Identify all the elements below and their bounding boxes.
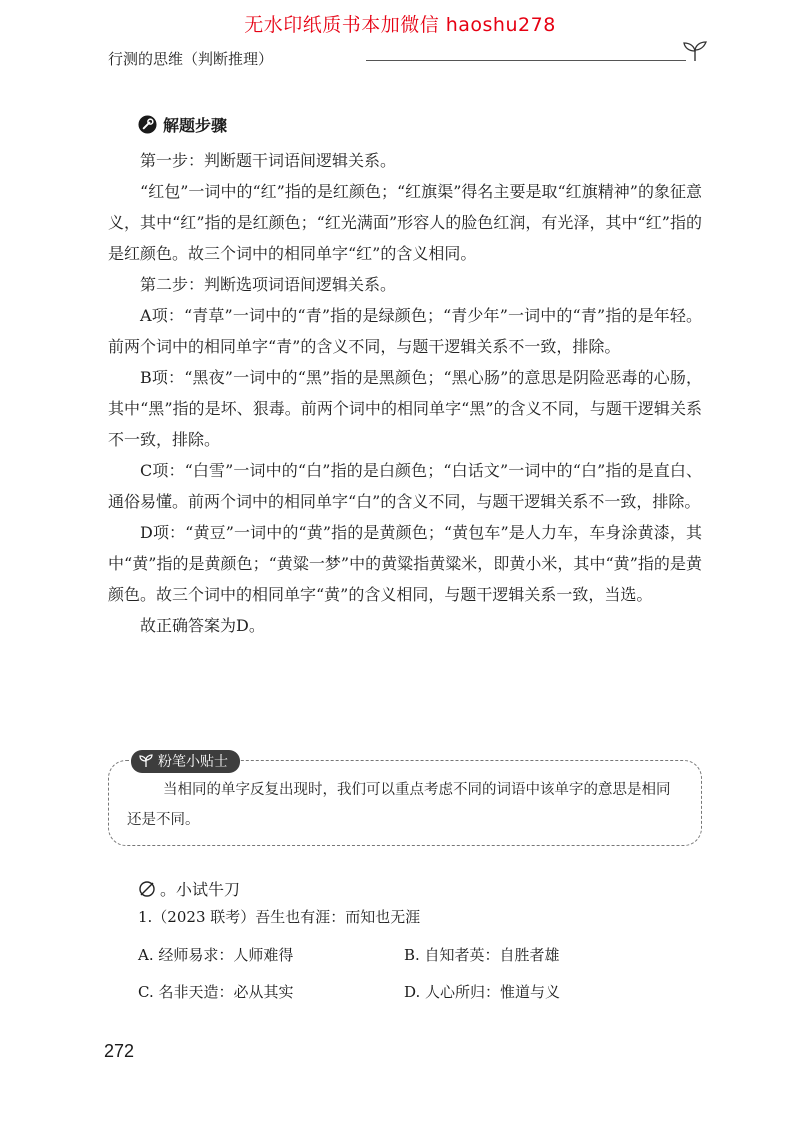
- option-d-analysis: D项：“黄豆”一词中的“黄”指的是黄颜色；“黄包车”是人力车，车身涂黄漆，其中“黄”指的是黄颜色；“黄粱一梦”中的黄粱指黄粱米，即黄小米，其中“黄”指的是黄颜色。故三个词中的相同单字“黄”的含义相同，与题干逻辑关系一致，当选。: [108, 523, 702, 604]
- option-a: A. 经师易求：人师难得: [138, 946, 294, 964]
- tool-icon: [138, 115, 157, 134]
- page-header: [108, 48, 708, 72]
- option-b-analysis: B项：“黑夜”一词中的“黑”指的是黑颜色；“黑心肠”的意思是阴险恶毒的心肠，其中“黑”指的是坏、狠毒。前两个词中的相同单字“黑”的含义不同，与题干逻辑关系不一致，排除。: [108, 368, 702, 449]
- tip-box: [108, 754, 702, 846]
- answer-line: 故正确答案为D。: [140, 616, 265, 635]
- option-a-analysis: A项：“青草”一词中的“青”指的是绿颜色；“青少年”一词中的“青”指的是年轻。前两个词中的相同单字“青”的含义不同，与题干逻辑关系不一致，排除。: [108, 306, 702, 356]
- tip-label: [131, 750, 240, 773]
- watermark-text: 无水印纸质书本加微信 haoshu278: [244, 14, 556, 36]
- step-one: 第一步：判断题干词语间逻辑关系。: [140, 151, 397, 170]
- option-c-analysis: C项：“白雪”一词中的“白”指的是白颜色；“白话文”一词中的“白”指的是直白、通俗易懂。前两个词中的相同单字“白”的含义不同，与题干逻辑关系不一致，排除。: [108, 461, 702, 511]
- step-one-detail: “红包”一词中的“红”指的是红颜色；“红旗渠”得名主要是取“红旗精神”的象征意义，其中“红”指的是红颜色；“红光满面”形容人的脸色红润，有光泽，其中“红”指的是红颜色。故三个词中的相同单字“红”的含义相同。: [108, 182, 702, 263]
- option-d: D. 人心所归：惟道与义: [404, 983, 561, 1001]
- tip-label-text: 粉笔小贴士: [158, 754, 228, 770]
- solution-steps-heading: [138, 113, 227, 136]
- question-stem: 1.（2023 联考）吾生也有涯：而知也无涯: [138, 908, 421, 926]
- tip-text: 当相同的单字反复出现时，我们可以重点考虑不同的词语中该单字的意思是相同还是不同。: [127, 782, 671, 828]
- practice-heading: [138, 877, 240, 900]
- option-b: B. 自知者英：自胜者雄: [404, 946, 560, 964]
- pen-icon: [138, 880, 156, 898]
- practice-heading-text: 。小试牛刀: [160, 880, 241, 899]
- option-c: C. 名非天造：必从其实: [138, 983, 294, 1001]
- analysis-text: [108, 145, 702, 641]
- header-rule: [366, 60, 686, 61]
- sprout-icon: [682, 40, 708, 62]
- section-heading-text: 解题步骤: [163, 116, 228, 135]
- leaf-icon: [139, 754, 153, 768]
- step-two: 第二步：判断选项词语间逻辑关系。: [140, 275, 397, 294]
- page-number: 272: [104, 1041, 135, 1061]
- running-title: 行测的思维（判断推理）: [108, 50, 274, 68]
